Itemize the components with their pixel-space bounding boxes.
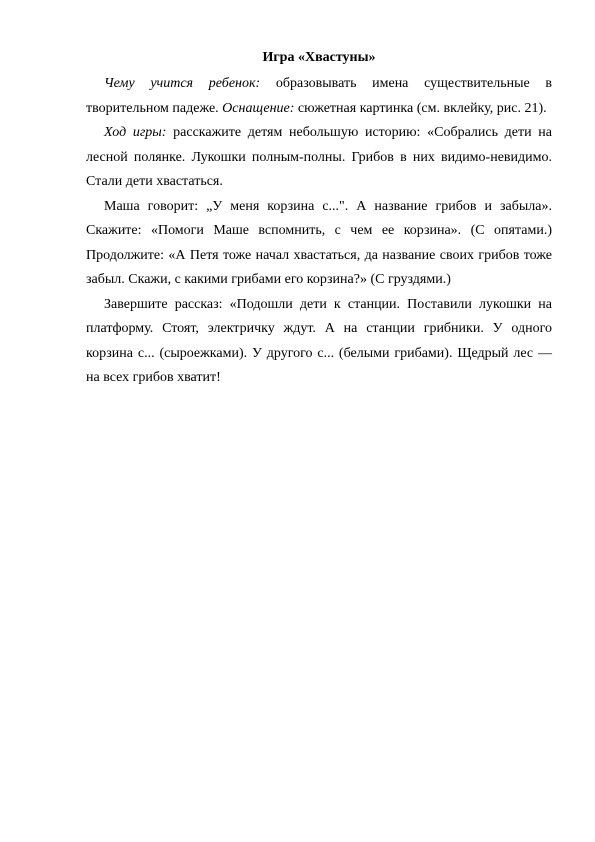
document-title: Игра «Хвастуны»: [262, 50, 376, 65]
game-flow-label: Ход игры:: [104, 125, 167, 140]
goal-text: образовывать имена существительные в творительном падеже.: [86, 76, 552, 116]
paragraph-game-flow: [86, 121, 552, 195]
equipment-label: Оснащение:: [222, 100, 295, 116]
document-page: [86, 48, 552, 391]
paragraph-masha: Маша говорит: „У меня корзина с...". А название грибов и забыла». Скажите: «Помоги Маше вспомнить, с чем ее корзина». (С опятами.) Продолжите: «А Петя тоже начал хвастаться, да название своих грибов тоже забыл. Скажи, с какими грибами его корзина?» (С груздями.): [86, 198, 552, 287]
paragraph-ending: Завершите рассказ: «Подошли дети к станции. Поставили лукошки на платформу. Стоят, электричку ждут. А на станции грибники. У одного корзина с... (сыроежками). У другого с... (белыми грибами). Щедрый лес — на всех грибов хватит!: [86, 296, 552, 385]
goal-label: Чему учится ребенок:: [104, 76, 261, 91]
paragraph-goal: [86, 72, 552, 121]
game-flow-text: расскажите детям небольшую историю: «Собрались дети на лесной полянке. Лукошки полным-полны. Грибов в них видимо-невидимо. Стали дети хвастаться.: [86, 125, 553, 189]
equipment-text: сюжетная картинка (см. вклейку, рис. 21).: [294, 100, 547, 116]
